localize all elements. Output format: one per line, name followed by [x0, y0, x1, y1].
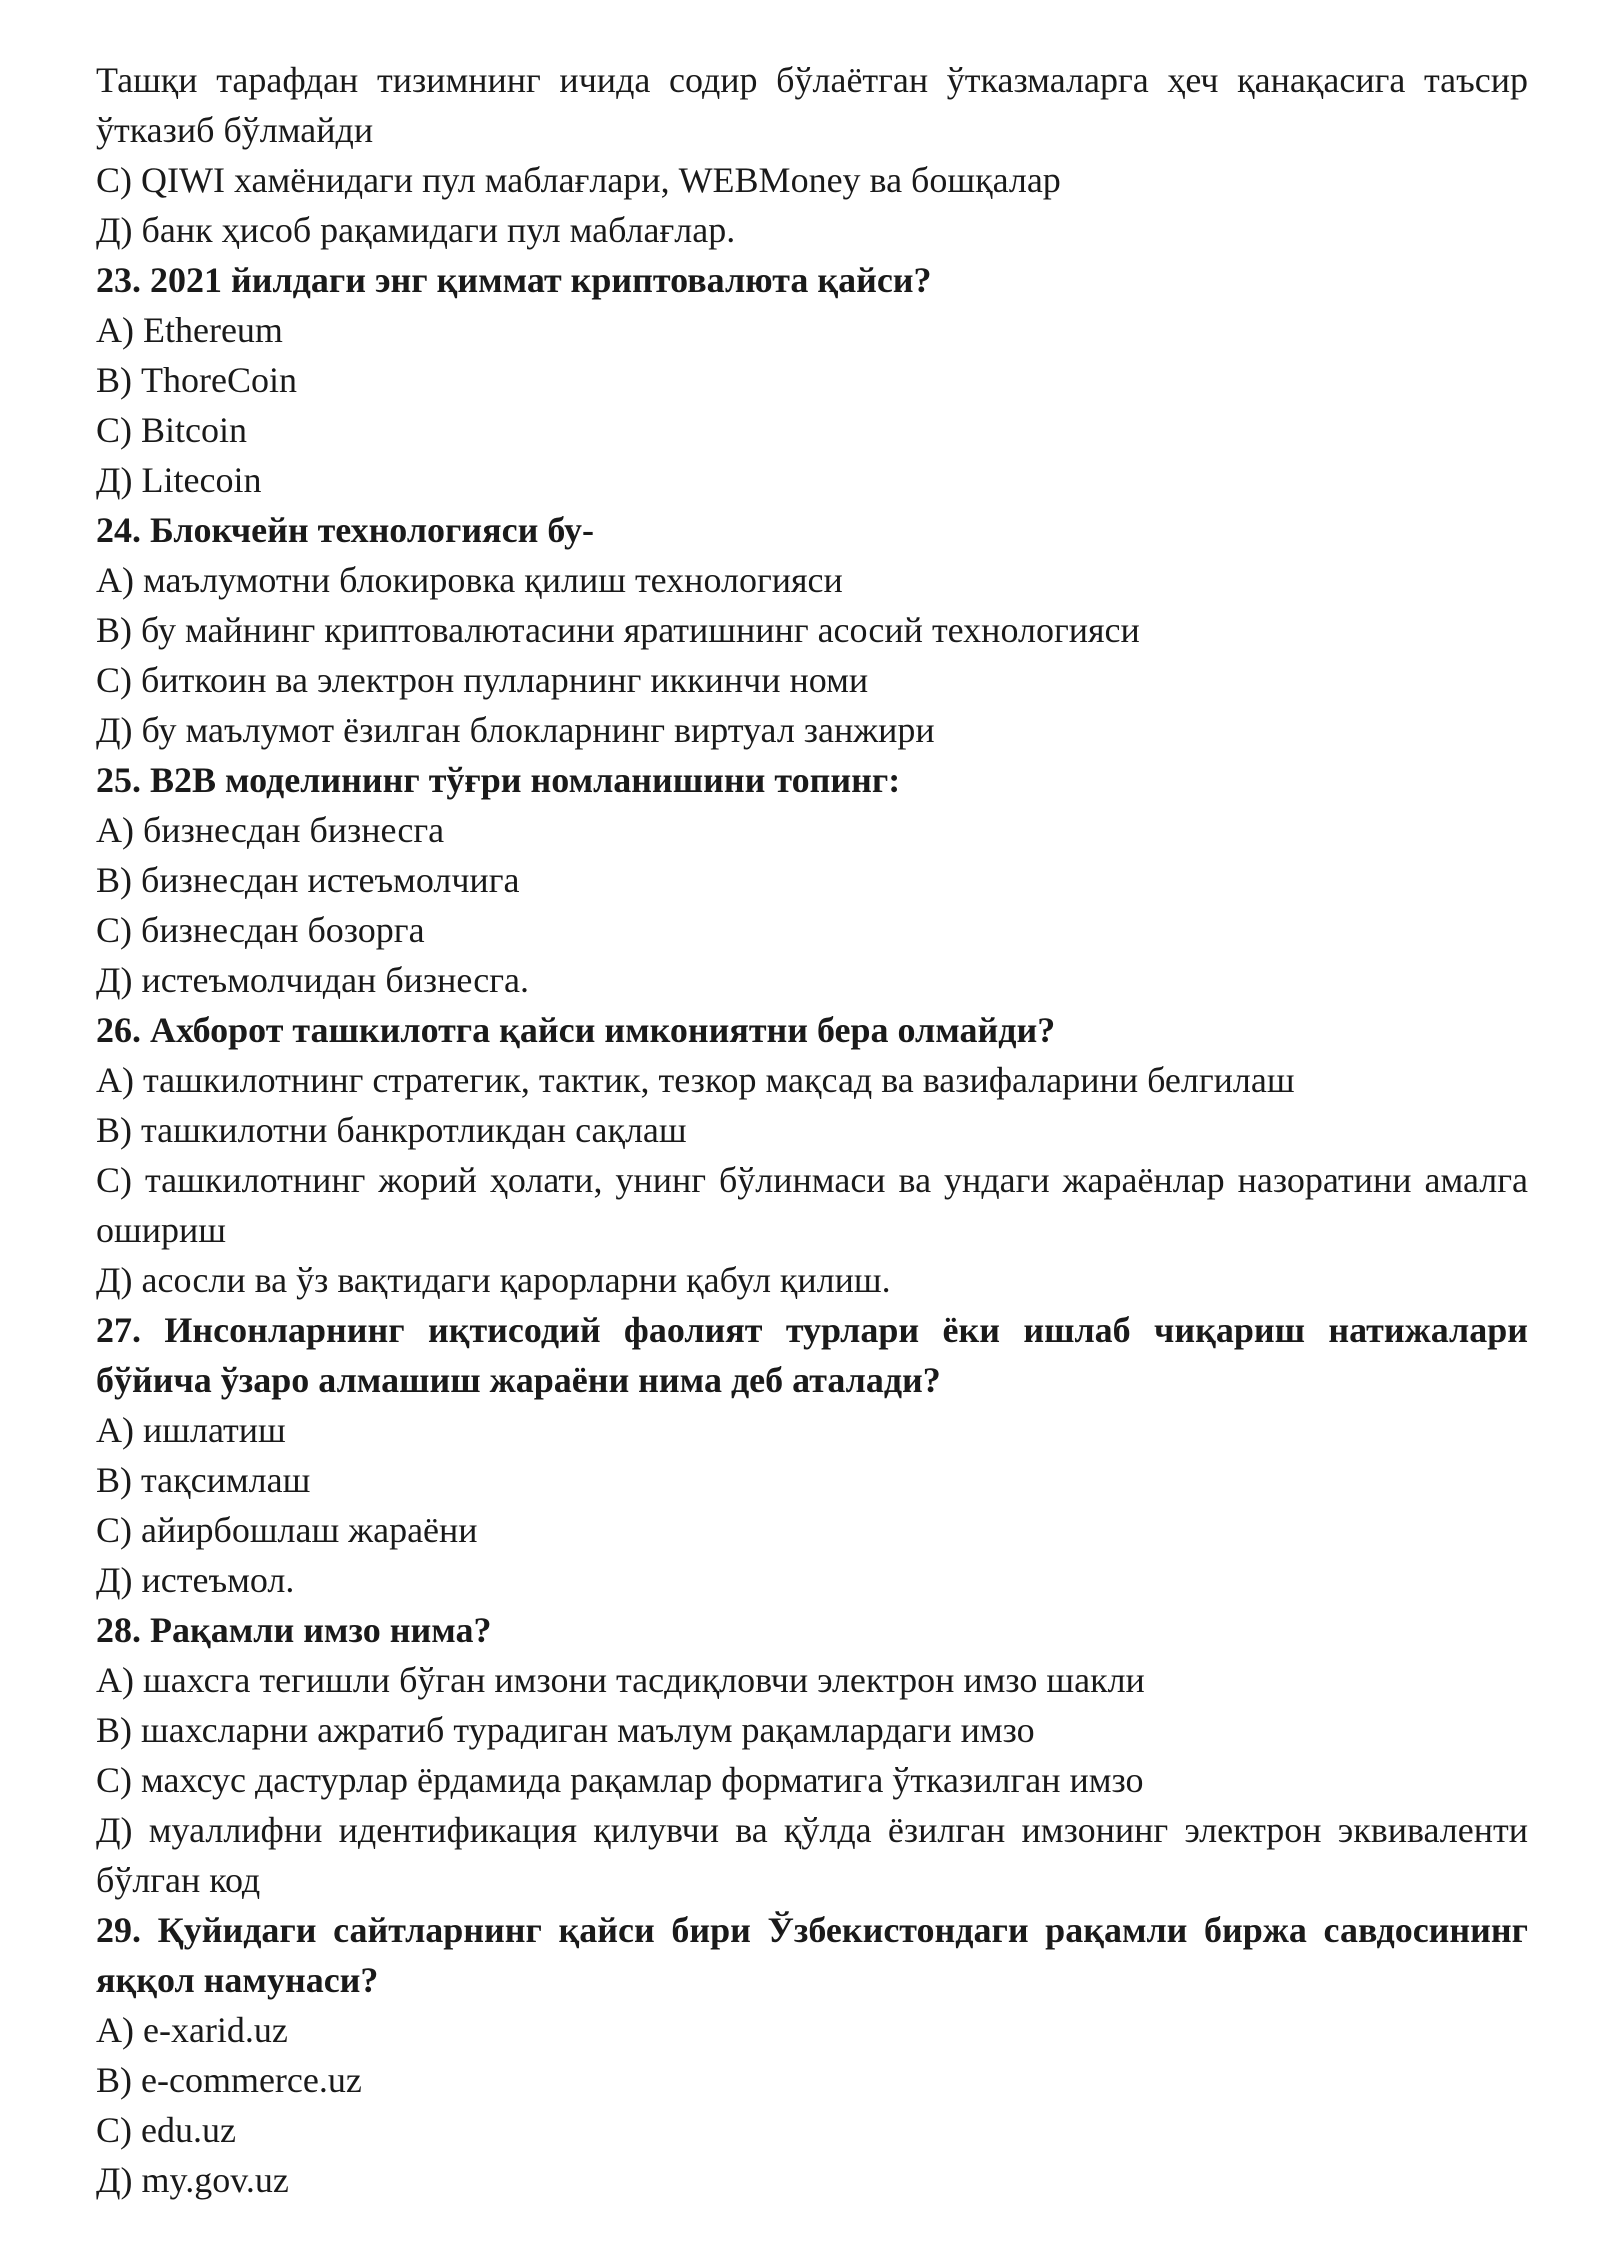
answer-option: Д) банк ҳисоб рақамидаги пул маблағлар.	[96, 210, 736, 250]
answer-option: Д) муаллифни идентификация қилувчи ва қўлда ёзилган имзонинг электрон эквиваленти бўлган код	[96, 1810, 1528, 1900]
answer-option: Д) истеъмол.	[96, 1560, 295, 1600]
answer-option: А) e-xarid.uz	[96, 2010, 288, 2050]
answer-option: А) шахсга тегишли бўган имзони тасдиқловчи электрон имзо шакли	[96, 1660, 1145, 1700]
question-28: 28. Рақамли имзо нима?	[96, 1610, 492, 1650]
answer-option: С) Bitcoin	[96, 410, 247, 450]
answer-option: С) махсус дастурлар ёрдамида рақамлар форматига ўтказилган имзо	[96, 1760, 1144, 1800]
answer-option: А) Ethereum	[96, 310, 283, 350]
answer-option: В) ташкилотни банкротликдан сақлаш	[96, 1110, 687, 1150]
question-26: 26. Ахборот ташкилотга қайси имкониятни бера олмайди?	[96, 1010, 1056, 1050]
answer-option: С) биткоин ва электрон пулларнинг иккинчи номи	[96, 660, 869, 700]
question-23: 23. 2021 йилдаги энг қиммат криптовалюта қайси?	[96, 260, 932, 300]
answer-option: Д) бу маълумот ёзилган блокларнинг виртуал занжири	[96, 710, 935, 750]
answer-option: Д) my.gov.uz	[96, 2160, 289, 2200]
answer-option: С) QIWI хамёнидаги пул маблағлари, WEBMoney ва бошқалар	[96, 160, 1061, 200]
answer-option: В) шахсларни ажратиб турадиган маълум рақамлардаги имзо	[96, 1710, 1035, 1750]
answer-option: В) бу майнинг криптовалютасини яратишнинг асосий технологияси	[96, 610, 1140, 650]
answer-option: В) ThoreCoin	[96, 360, 297, 400]
question-27: 27. Инсонларнинг иқтисодий фаолият турлари ёки ишлаб чиқариш натижалари бўйича ўзаро алмашиш жараёни нима деб аталади?	[96, 1310, 1528, 1400]
answer-option: Д) Litecoin	[96, 460, 262, 500]
answer-option: С) бизнесдан бозорга	[96, 910, 425, 950]
answer-option: В) бизнесдан истеъмолчига	[96, 860, 520, 900]
answer-option: В) e-commerce.uz	[96, 2060, 362, 2100]
answer-option: А) маълумотни блокировка қилиш технологияси	[96, 560, 843, 600]
answer-option: С) ташкилотнинг жорий ҳолати, унинг бўлинмаси ва ундаги жараёнлар назоратини амалга ошириш	[96, 1160, 1528, 1250]
answer-option: А) ишлатиш	[96, 1410, 286, 1450]
answer-option: С) edu.uz	[96, 2110, 236, 2150]
question-24: 24. Блокчейн технологияси бу-	[96, 510, 594, 550]
answer-option: Д) истеъмолчидан бизнесга.	[96, 960, 529, 1000]
document-page	[96, 55, 1528, 2205]
answer-option: Д) асосли ва ўз вақтидаги қарорларни қабул қилиш.	[96, 1260, 891, 1300]
answer-option: А) ташкилотнинг стратегик, тактик, тезкор мақсад ва вазифаларини белгилаш	[96, 1060, 1295, 1100]
answer-option: С) айирбошлаш жараёни	[96, 1510, 478, 1550]
question-29: 29. Қуйидаги сайтларнинг қайси бири Ўзбекистондаги рақамли биржа савдосининг яққол намунаси?	[96, 1910, 1528, 2000]
text-line: Ташқи тарафдан тизимнинг ичида содир бўлаётган ўтказмаларга ҳеч қанақасига таъсир ўтказиб бўлмайди	[96, 60, 1528, 150]
answer-option: В) тақсимлаш	[96, 1460, 311, 1500]
answer-option: А) бизнесдан бизнесга	[96, 810, 445, 850]
question-25: 25. В2В моделининг тўғри номланишини топинг:	[96, 760, 901, 800]
